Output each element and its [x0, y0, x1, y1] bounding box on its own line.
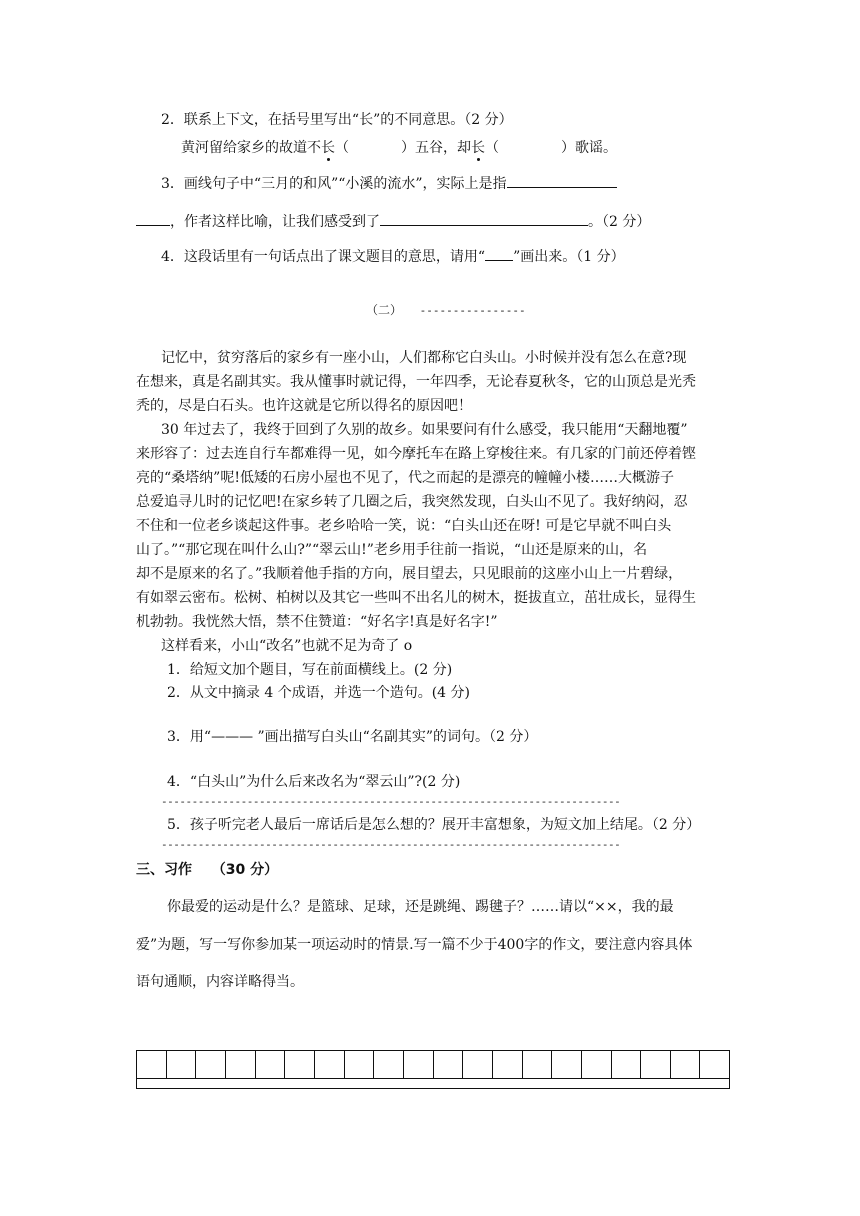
grid-cell[interactable] — [167, 1051, 197, 1078]
q2-line-a: 黄河留给家乡的故道不 — [181, 140, 321, 156]
title-blank-line[interactable]: ---------------- — [419, 304, 526, 317]
grid-cell[interactable] — [404, 1051, 434, 1078]
section-three-score: （30 分） — [211, 862, 279, 878]
grid-cell[interactable] — [612, 1051, 642, 1078]
q3-answer-line-1[interactable] — [507, 172, 617, 188]
q3-text-c: 。（2 分） — [588, 214, 651, 230]
q4-text-a: 4．这段话里有一句话点出了课文题目的意思，请用“ — [161, 249, 486, 265]
q2-dotted-char-1: 长 — [321, 140, 335, 156]
section-three-title: 三、习作 — [136, 862, 192, 878]
writing-grid[interactable] — [136, 1050, 730, 1089]
passage-line: 秃的，尽是白石头。也许这就是它所以得名的原因吧！ — [136, 398, 472, 414]
reading-question-2: 2．从文中摘录 4 个成语，并选一个造句。(4 分) — [167, 685, 470, 701]
grid-cell[interactable] — [493, 1051, 523, 1078]
passage-line: 总爱追寻儿时的记忆吧!在家乡转了几圈之后，我突然发现，白头山不见了。我好纳闷，忍 — [136, 494, 688, 510]
q2-dotted-char-2: 长 — [471, 140, 485, 156]
section-two-heading — [366, 300, 526, 321]
grid-cell[interactable] — [523, 1051, 553, 1078]
passage-line: 亮的“桑塔纳”呢!低矮的石房小屋也不见了，代之而起的是漂亮的幢幢小楼……大概游子 — [136, 470, 674, 486]
passage-line: 山了。”“那它现在叫什么山?”“翠云山!”老乡用手往前一指说，“山还是原来的山，名 — [136, 542, 648, 558]
composition-prompt: 爱”为题，写一写你参加某一项运动时的情景.写一篇不少于400字的作文，要注意内容具体 — [136, 937, 693, 953]
grid-cell[interactable] — [345, 1051, 375, 1078]
reading-question-1: 1．给短文加个题目，写在前面横线上。(2 分) — [167, 662, 453, 678]
q2-paren-open-2: （ — [485, 140, 499, 156]
reading-question-5: 5．孩子听完老人最后一席话后是怎么想的？展开丰富想象，为短文加上结尾。（2 分） — [167, 817, 701, 833]
answer-line-q5[interactable]: --------------------------------------------------------------------------- — [161, 838, 621, 851]
grid-cell[interactable] — [434, 1051, 464, 1078]
grid-cell[interactable] — [374, 1051, 404, 1078]
grid-cell[interactable] — [226, 1051, 256, 1078]
passage-line: 这样看来，小山“改名”也就不足为奇了 o — [161, 638, 413, 654]
section-two-number: （二） — [366, 303, 403, 317]
question-2-sentence — [181, 138, 617, 158]
grid-cell[interactable] — [315, 1051, 345, 1078]
writing-grid-row — [136, 1050, 730, 1079]
q3-answer-line-3[interactable] — [380, 210, 588, 226]
q2-paren-close-1: ）五谷，却 — [401, 140, 471, 156]
q3-text-a: 3．画线句子中“三月的和风”“小溪的流水”，实际上是指 — [161, 176, 507, 192]
grid-cell[interactable] — [463, 1051, 493, 1078]
grid-cell[interactable] — [256, 1051, 286, 1078]
passage-line: 机勃勃。我恍然大悟，禁不住赞道：“好名字!真是好名字!” — [136, 614, 498, 630]
grid-cell[interactable] — [671, 1051, 701, 1078]
q3-text-b: ，作者这样比喻，让我们感受到了 — [170, 214, 380, 230]
q2-paren-close-2: ）歌谣。 — [561, 140, 617, 156]
q4-underline-mark — [485, 252, 513, 261]
composition-prompt: 你最爱的运动是什么？是篮球、足球，还是跳绳、踢毽子？……请以“××，我的最 — [167, 899, 674, 915]
reading-question-3: 3．用“——— ”画出描写白头山“名副其实”的词句。（2 分） — [167, 729, 538, 745]
question-2: 2．联系上下文，在括号里写出“长”的不同意思。（2 分） — [161, 112, 513, 128]
q4-text-b: ”画出来。（1 分） — [513, 249, 625, 265]
passage-line: 30 年过去了，我终于回到了久别的故乡。如果要问有什么感受，我只能用“天翻地覆” — [161, 422, 688, 438]
grid-cell[interactable] — [552, 1051, 582, 1078]
passage-line: 却不是原来的名了。”我顺着他手指的方向，展目望去，只见眼前的这座小山上一片碧绿， — [136, 566, 683, 582]
reading-question-4: 4．“白头山”为什么后来改名为“翠云山”?(2 分) — [167, 774, 461, 790]
grid-cell[interactable] — [700, 1051, 729, 1078]
q3-answer-line-2[interactable] — [136, 210, 170, 226]
question-3-line-2 — [136, 210, 650, 232]
question-3-line-1 — [161, 172, 617, 194]
grid-cell[interactable] — [582, 1051, 612, 1078]
section-three-heading — [136, 860, 278, 880]
passage-line: 不住和一位老乡谈起这件事。老乡哈哈一笑，说：“白头山还在呀! 可是它早就不叫白头 — [136, 518, 672, 534]
question-4 — [161, 247, 625, 267]
grid-cell[interactable] — [641, 1051, 671, 1078]
passage-line: 记忆中，贫穷落后的家乡有一座小山，人们都称它白头山。小时候并没有怎么在意?现 — [161, 350, 687, 366]
writing-grid-spacer-row — [136, 1078, 730, 1089]
grid-cell[interactable] — [196, 1051, 226, 1078]
answer-line-q4[interactable]: --------------------------------------------------------------------------- — [161, 795, 621, 808]
passage-line: 在想来，真是名副其实。我从懂事时就记得，一年四季，无论春夏秋冬，它的山顶总是光秃 — [136, 374, 696, 390]
passage-line: 有如翠云密布。松树、柏树以及其它一些叫不出名儿的树木，挺拔直立，茁壮成长，显得生 — [136, 590, 696, 606]
composition-prompt: 语句通顺，内容详略得当。 — [136, 974, 304, 990]
grid-cell[interactable] — [137, 1051, 167, 1078]
passage-line: 来形容了：过去连自行车都难得一见，如今摩托车在路上穿梭往来。有几家的门前还停着铿 — [136, 446, 696, 462]
q2-paren-open-1: （ — [335, 140, 349, 156]
grid-cell[interactable] — [285, 1051, 315, 1078]
